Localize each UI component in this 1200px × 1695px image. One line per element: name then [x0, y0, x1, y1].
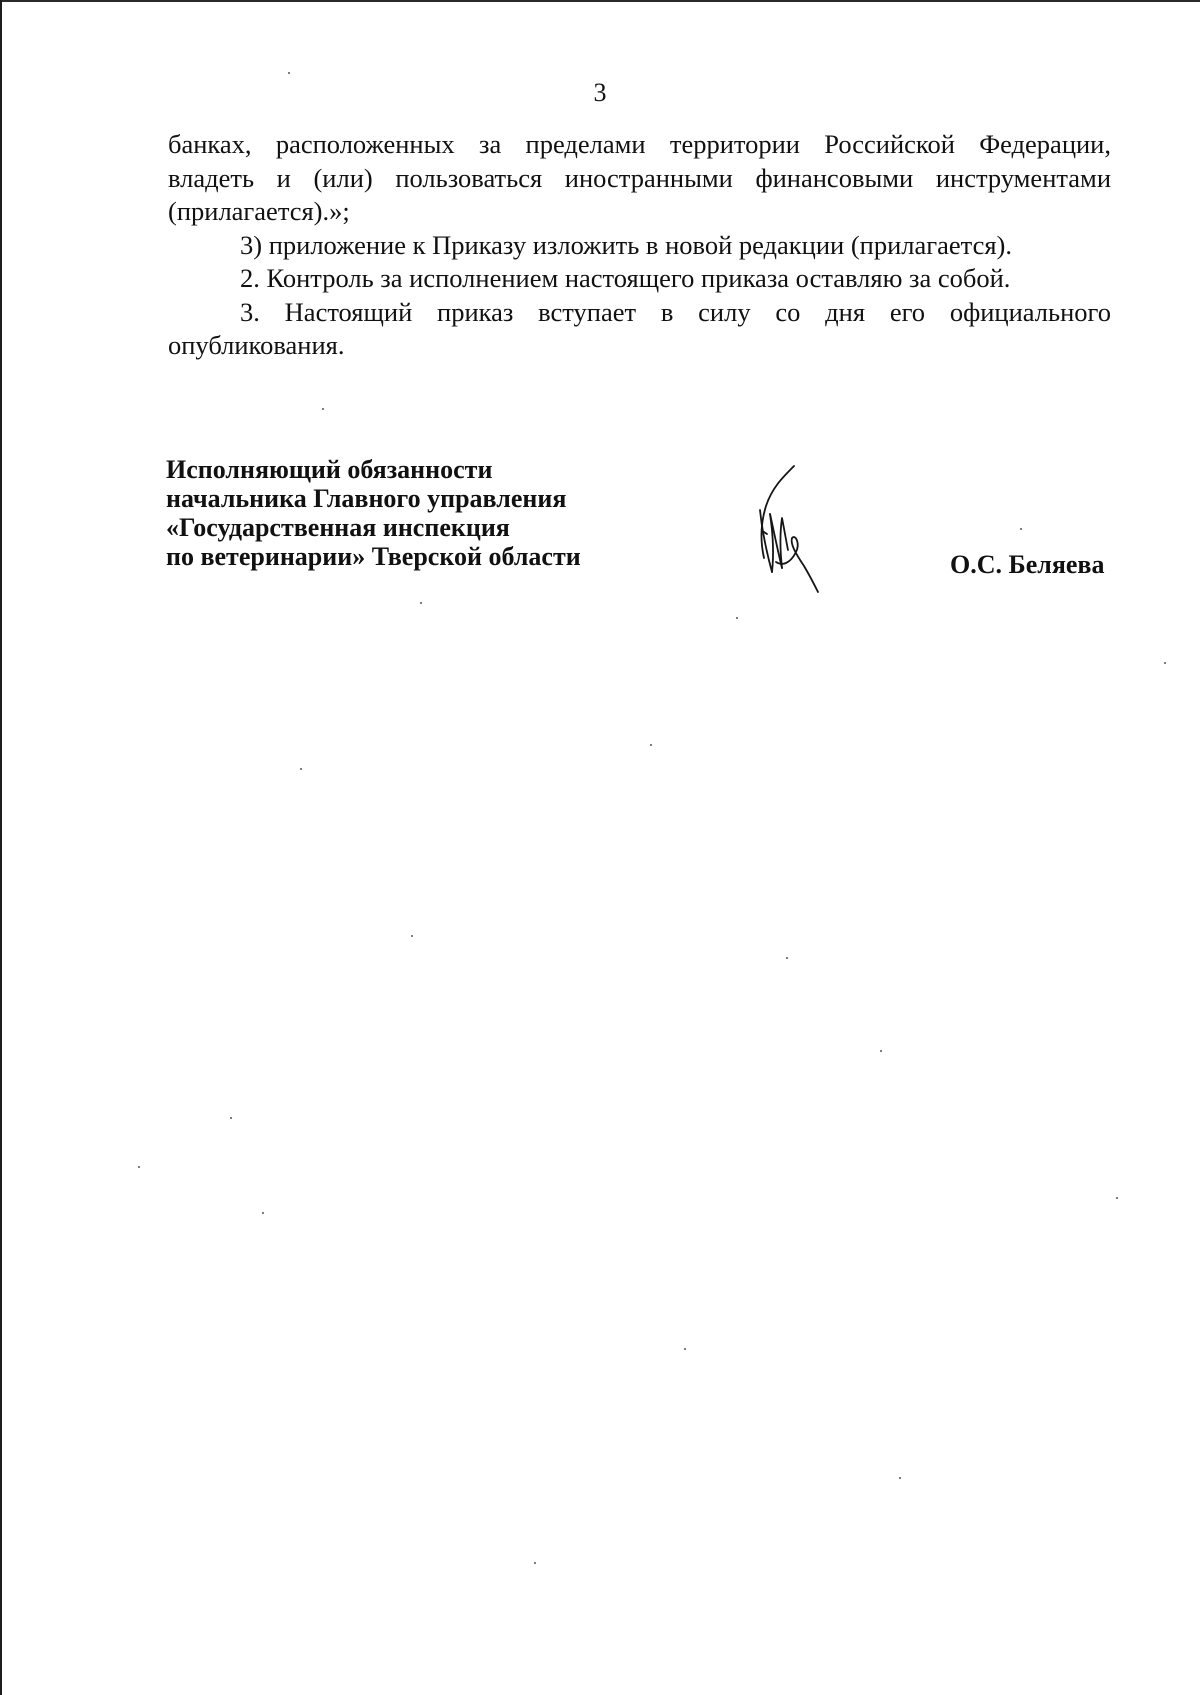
document-body [168, 128, 1111, 363]
scan-speck [736, 617, 738, 619]
scan-speck [684, 1348, 686, 1350]
body-line: (прилагается).»; [168, 196, 350, 226]
scan-speck [322, 408, 324, 410]
scan-speck [262, 1212, 264, 1214]
scan-speck [650, 744, 652, 746]
page-number: 3 [593, 78, 607, 107]
body-line: банках, расположенных за пределами территории Российской Федерации, [168, 129, 1111, 159]
scan-speck [1164, 662, 1166, 664]
scan-speck [786, 957, 788, 959]
scan-speck [1020, 528, 1022, 530]
scan-speck [138, 1166, 140, 1168]
scan-edge-left [0, 0, 2, 1695]
scan-speck [534, 1562, 536, 1564]
scan-speck [288, 72, 290, 74]
scan-speck [1116, 1197, 1118, 1199]
handwritten-signature [752, 462, 822, 597]
point-3: 3. Настоящий приказ вступает в силу со дня его официального [240, 296, 1111, 327]
item-3: 3) приложение к Приказу изложить в новой редакции (прилагается). [240, 229, 1012, 260]
body-line: владеть и (или) пользоваться иностранными финансовыми инструментами [168, 162, 1111, 193]
position-line: по ветеринарии» Тверской области [166, 542, 581, 571]
point-2: 2. Контроль за исполнением настоящего приказа оставляю за собой. [240, 263, 1011, 293]
scan-speck [880, 1050, 882, 1052]
scan-edge-top [0, 0, 1200, 2]
signatory-position [166, 455, 581, 571]
scan-speck [300, 768, 302, 770]
position-line: «Государственная инспекция [166, 513, 510, 542]
scan-speck [420, 602, 422, 604]
position-line: начальника Главного управления [166, 484, 567, 513]
signer-name: О.С. Беляева [950, 550, 1105, 579]
scan-speck [230, 1117, 232, 1119]
point-3-continuation: опубликования. [168, 330, 345, 360]
position-line: Исполняющий обязанности [166, 455, 493, 484]
scan-speck [899, 1477, 901, 1479]
scan-speck [411, 935, 413, 937]
